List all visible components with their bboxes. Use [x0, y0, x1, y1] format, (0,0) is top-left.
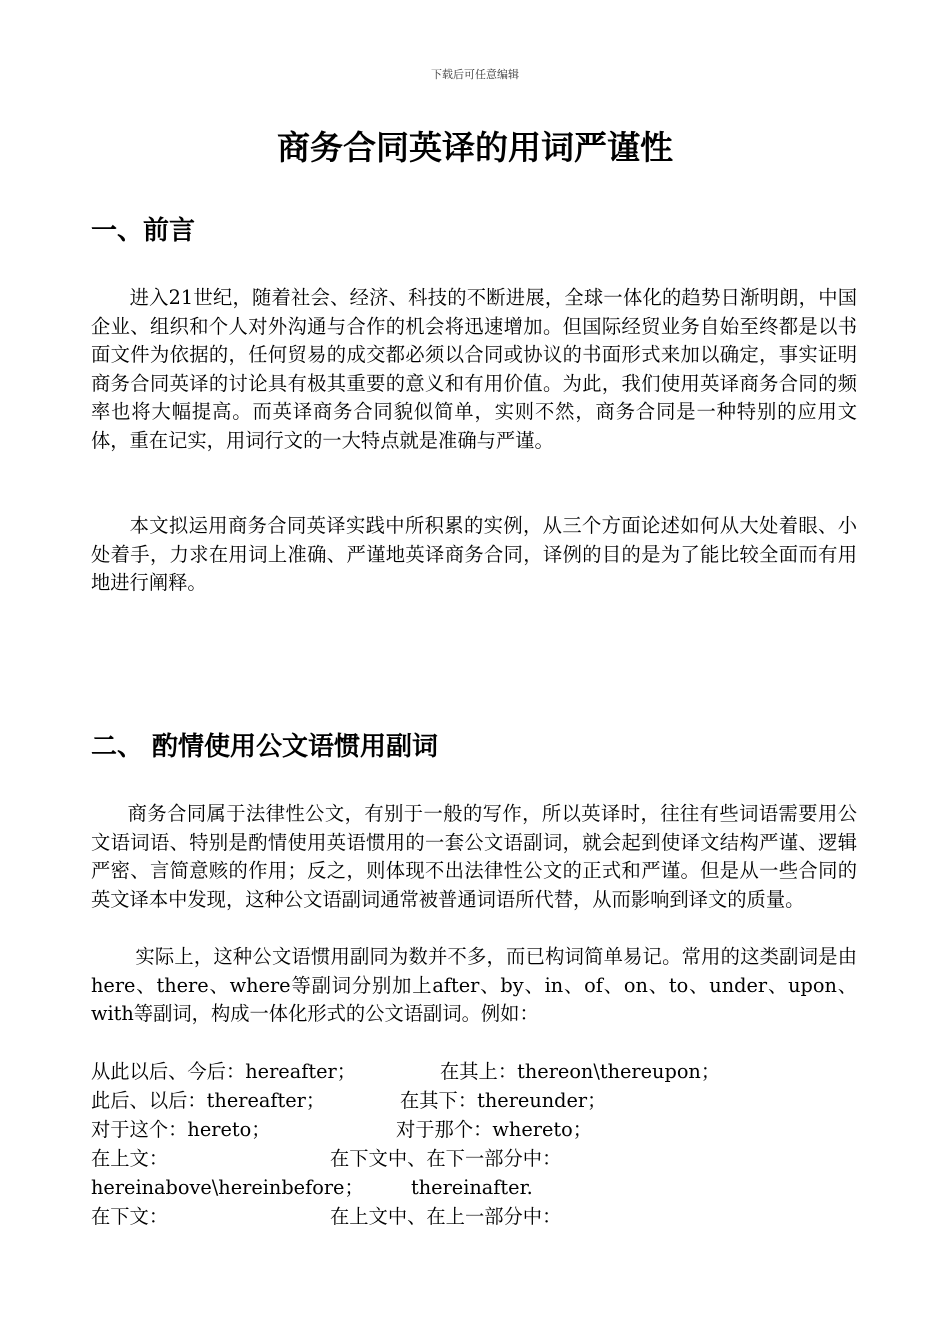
example-term-right: 在上文中、在上一部分中：: [330, 1205, 562, 1228]
section-heading-adverbs: 二、 酌情使用公文语惯用副词: [91, 732, 439, 762]
example-term-left: 对于这个：hereto；: [91, 1118, 271, 1141]
example-term-left: 从此以后、今后：hereafter；: [91, 1060, 356, 1083]
section-heading-preface: 一、前言: [91, 216, 196, 246]
example-term-right: 对于那个：whereto；: [396, 1118, 593, 1141]
paragraph-preface-1: 进入21世纪，随着社会、经济、科技的不断进展，全球一体化的趋势日渐明朗，中国企业、组织和个人对外沟通与合作的机会将迅速增加。但国际经贸业务自始至终都是以书面文件为依据的，任何贸易的成交都必须以合同或协议的书面形式来加以确定，事实证明商务合同英译的讨论具有极其重要的意义和有用价值。为此，我们使用英译商务合同的频率也将大幅提高。而英译商务合同貌似简单，实则不然，商务合同是一种特别的应用文体，重在记实，用词行文的一大特点就是准确与严谨。: [91, 286, 857, 452]
example-term-left: hereinabove\hereinbefore；: [91, 1176, 364, 1199]
paragraph-adverbs-2: 实际上，这种公文语惯用副同为数并不多，而已构词简单易记。常用的这类副词是由here、there、where等副词分别加上after、by、in、of、on、to、under、upon、with等副词，构成一体化形式的公文语副词。例如：: [91, 945, 857, 1025]
example-term-right: thereinafter.: [411, 1176, 533, 1199]
paragraph-adverbs-1: 商务合同属于法律性公文，有别于一般的写作，所以英译时，往往有些词语需要用公文语词语、特别是酌情使用英语惯用的一套公文语副词，就会起到使译文结构严谨、逻辑严密、言简意赅的作用；反之，则体现不出法律性公文的正式和严谨。但是从一些合同的英文译本中发现，这种公文语副词通常被普通词语所代替，从而影响到译文的质量。: [91, 802, 857, 911]
example-term-right: 在其上：thereon\thereupon；: [440, 1060, 721, 1083]
page-header: 下载后可任意编辑: [431, 68, 519, 81]
example-term-right: 在其下：thereunder；: [400, 1089, 607, 1112]
example-term-left: 此后、以后：thereafter；: [91, 1089, 326, 1112]
example-term-left: 在上文：: [91, 1147, 169, 1170]
paragraph-preface-2: 本文拟运用商务合同英译实践中所积累的实例，从三个方面论述如何从大处着眼、小处着手，力求在用词上准确、严谨地英译商务合同，译例的目的是为了能比较全面而有用地进行阐释。: [91, 514, 857, 594]
example-term-left: 在下文：: [91, 1205, 169, 1228]
example-term-right: 在下文中、在下一部分中：: [330, 1147, 562, 1170]
document-title: 商务合同英译的用词严谨性: [277, 128, 673, 167]
